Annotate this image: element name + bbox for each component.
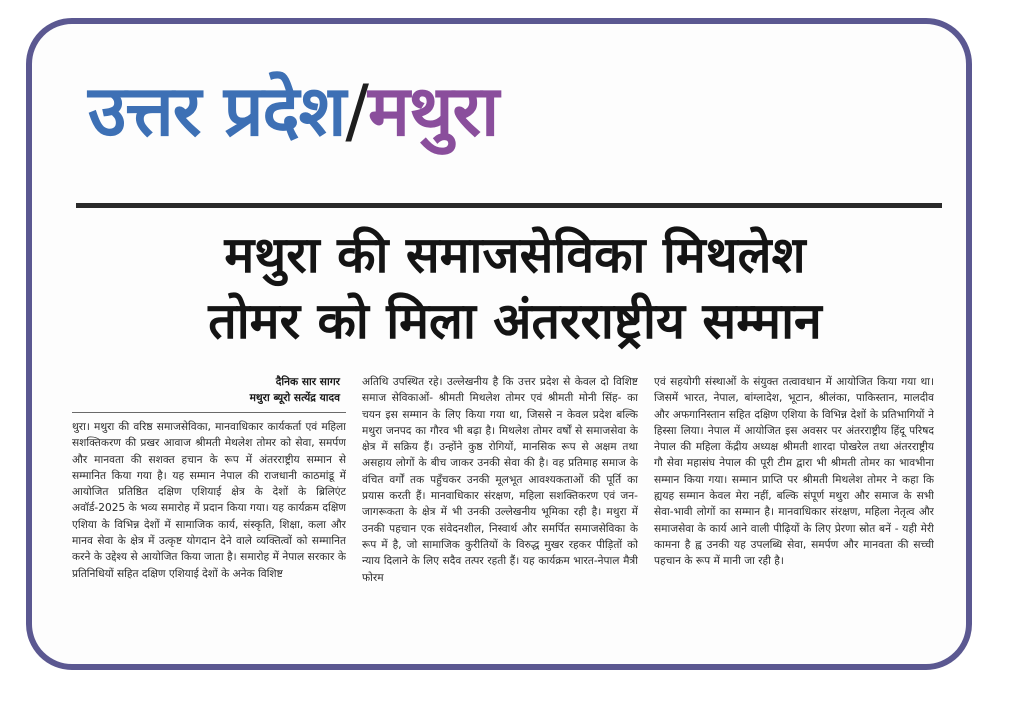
section-city: मथुरा [367, 70, 499, 152]
section-heading [88, 70, 499, 152]
headline-line-2: तोमर को मिला अंतरराष्ट्रीय सम्मान [208, 292, 822, 350]
byline-reporter: मथुरा ब्यूरो सत्येंद्र यादव [249, 392, 340, 404]
section-state: उत्तर प्रदेश [88, 70, 346, 152]
article-column-2 [362, 374, 638, 656]
byline-divider [72, 412, 346, 413]
headline-line-1: मथुरा की समाजसेविका मिथलेश [224, 226, 806, 284]
column-3-text: एवं सहयोगी संस्थाओं के संयुक्त तत्वावधान में आयोजित किया गया था। जिसमें भारत, नेपाल, बांग्लादेश, भूटान, श्रीलंका, पाकिस्तान, मालदीव और अफगानिस्तान सहित दक्षिण एशिया के विभिन्न देशों के प्रतिभागियों ने हिस्सा लिया। नेपाल में आयोजित इस अवसर पर अंतरराष्ट्रीय हिंदू परिषद नेपाल की महिला केंद्रीय अध्यक्ष श्रीमती शारदा पोखरेल तथा अंतरराष्ट्रीय गौ सेवा महासंघ नेपाल की पूरी टीम द्वारा भी श्रीमती तोमर का भावभीना सम्मान किया गया। सम्मान प्राप्ति पर श्रीमती मिथलेश तोमर ने कहा कि ह्ययह सम्मान केवल मेरा नहीं, बल्कि संपूर्ण मथुरा और समाज के सभी सेवा-भावी लोगों का सम्मान है। मानवाधिकार संरक्षण, महिला नेतृत्व और समाजसेवा के कार्य आने वाली पीढ़ियों के लिए प्रेरणा स्रोत बनें - यही मेरी कामना है ह्व उनकी यह उपलब्धि सेवा, समर्पण और मानवता की सच्ची पहचान के रूप में मानी जा रही है। [654, 376, 934, 568]
column-2-text: अतिथि उपस्थित रहे। उल्लेखनीय है कि उत्तर प्रदेश से केवल दो विशिष्ट समाज सेविकाओं- श्रीमती मिथलेश तोमर एवं श्रीमती मोनी सिंह- का चयन इस सम्मान के लिए किया गया था, जिससे न केवल प्रदेश बल्कि मथुरा जनपद का गौरव भी बढ़ा है। मिथलेश तोमर वर्षों से समाजसेवा के क्षेत्र में सक्रिय हैं। उन्होंने कुष्ठ रोगियों, मानसिक रूप से अक्षम तथा असहाय लोगों के बीच जाकर उनकी सेवा की है। वह प्रतिमाह समाज के वंचित वर्गों तक पहुँचकर उनकी मूलभूत आवश्यकताओं की पूर्ति का प्रयास करती हैं। मानवाधिकार संरक्षण, महिला सशक्तिकरण एवं जन-जागरूकता के क्षेत्र में भी उनकी उल्लेखनीय भूमिका रही है। मथुरा में उनकी पहचान एक संवेदनशील, निस्वार्थ और समर्पित समाजसेविका के रूप में है, जो सामाजिक कुरीतियों के विरुद्ध मुखर रहकर पीड़ितों को न्याय दिलाने के लिए सदैव तत्पर रहती हैं। यह कार्यक्रम भारत-नेपाल मैत्री फोरम [362, 376, 638, 584]
byline-publication: दैनिक सार सागर [275, 376, 340, 388]
column-1-text: थुरा। मथुरा की वरिष्ठ समाजसेविका, मानवाधिकार कार्यकर्ता एवं महिला सशक्तिकरण की प्रखर आवाज श्रीमती मेथलेश तोमर को सेवा, समर्पण और मानवता की सशक्त हचान के रूप में अंतरराष्ट्रीय सम्मान से सम्मानित किया गया है। यह सम्मान नेपाल की राजधानी काठमांडू में आयोजित प्रतिष्ठित दक्षिण एशियाई क्षेत्र के देशों के ब्रिलिएंट अवॉर्ड-2025 के भव्य समारोह में प्रदान किया गया। यह कार्यक्रम दक्षिण एशिया के विभिन्न देशों में सामाजिक कार्य, संस्कृति, शिक्षा, कला और मानव सेवा के क्षेत्र में उत्कृष्ट योगदान देने वाले व्यक्तित्वों को सम्मानित करने के उद्देश्य से आयोजित किया जाता है। समारोह में नेपाल सरकार के प्रतिनिधियों सहित दक्षिण एशियाई देशों के अनेक विशिष्ट [72, 421, 346, 580]
article-headline [92, 222, 938, 354]
article-column-3 [654, 374, 934, 656]
article-column-1 [72, 374, 346, 664]
section-slash: / [345, 70, 368, 152]
header-rule [76, 203, 942, 208]
